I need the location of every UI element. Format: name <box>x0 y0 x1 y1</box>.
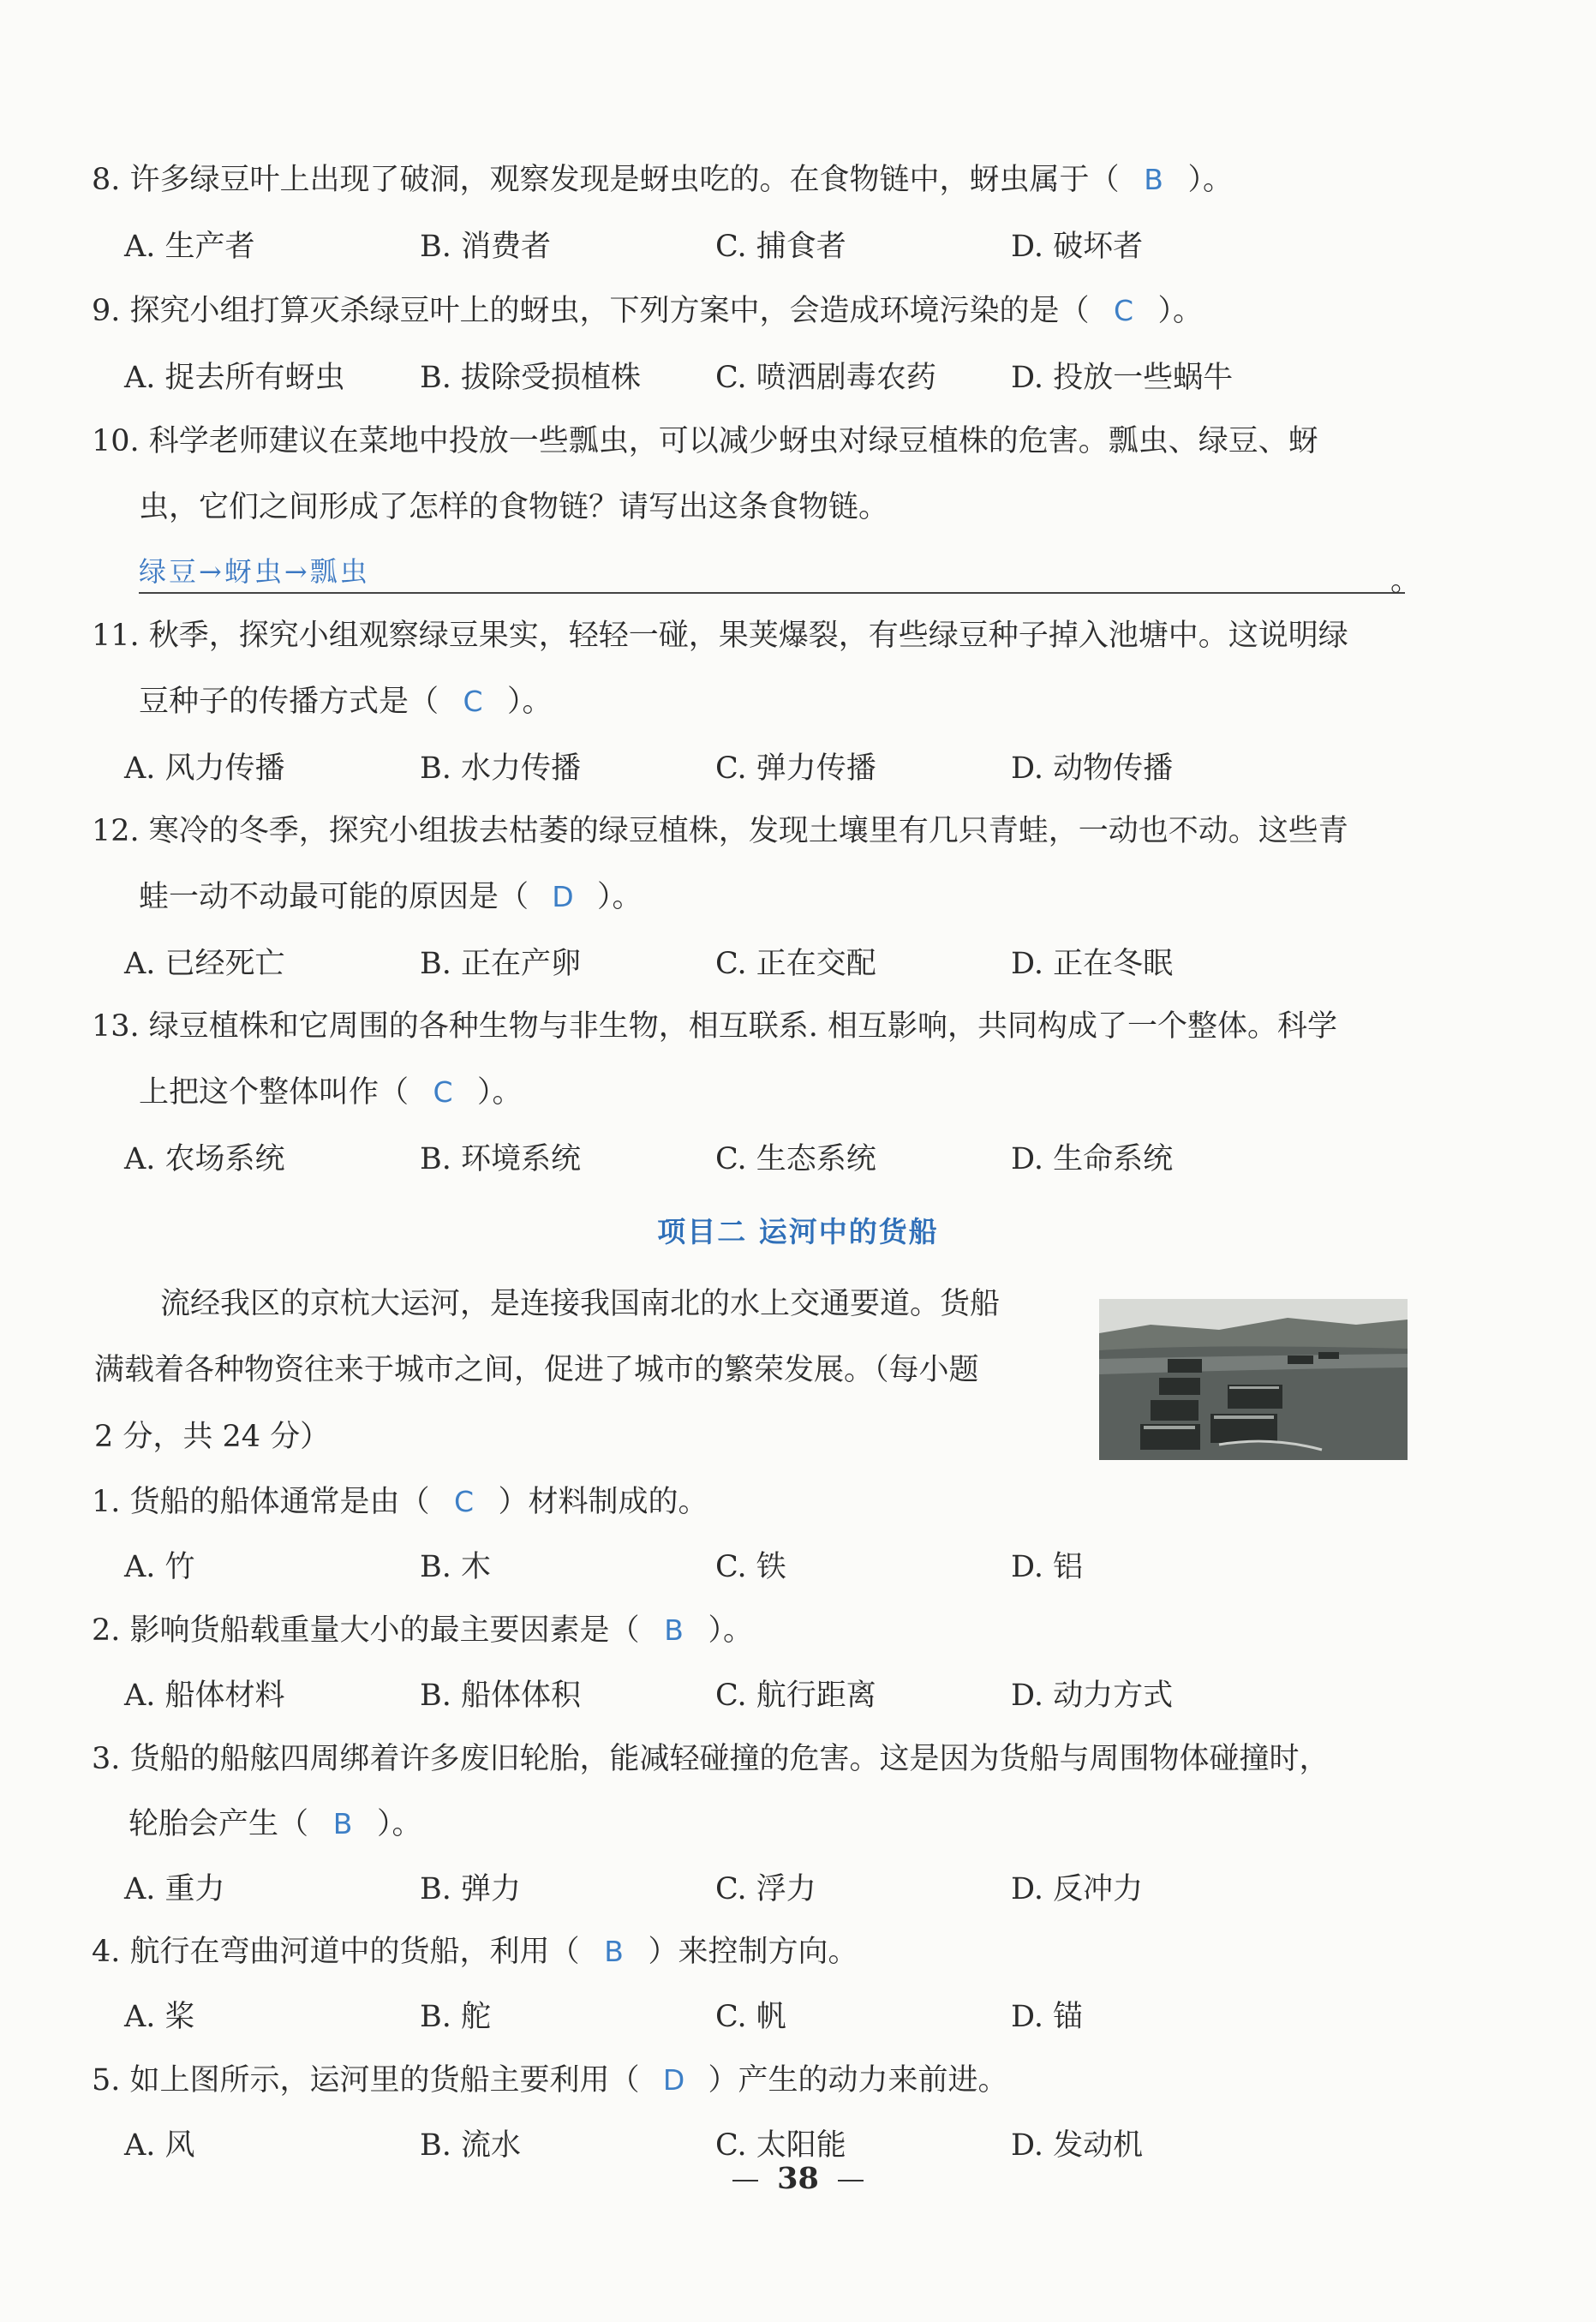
option-b: B. 舵 <box>420 2000 491 2034</box>
option-c: C. 帆 <box>715 2000 786 2034</box>
intro-line-3: 2 分，共 24 分） <box>94 1420 331 1454</box>
option-a: A. 船体材料 <box>124 1679 285 1713</box>
option-a: A. 农场系统 <box>124 1142 285 1176</box>
option-a: A. 生产者 <box>124 230 255 264</box>
question-9-text: 9. 探究小组打算灭杀绿豆叶上的蚜虫，下列方案中，会造成环境污染的是（ <box>92 294 1090 328</box>
option-d: D. 发动机 <box>1011 2128 1144 2163</box>
option-a: A. 风 <box>124 2128 195 2163</box>
section2-question-1 <box>92 1483 708 1521</box>
question-13-cont <box>139 1074 523 1111</box>
s2-question-4-answer: B <box>604 1935 624 1968</box>
s2-question-2-answer: B <box>664 1613 684 1647</box>
s2-question-2-options <box>124 1677 1461 1715</box>
option-a: A. 桨 <box>124 2000 195 2034</box>
s2-question-5-text: 5. 如上图所示，运河里的货船主要利用（ <box>92 2063 640 2098</box>
s2-question-2-end: ）。 <box>708 1613 754 1648</box>
s2-question-5-end: ）产生的动力来前进。 <box>708 2063 1008 2098</box>
question-9 <box>92 292 1203 330</box>
option-b: B. 流水 <box>420 2128 521 2163</box>
s2-question-1-end: ）材料制成的。 <box>498 1485 708 1519</box>
question-9-options <box>124 359 1461 397</box>
question-13: 13. 绿豆植株和它周围的各种生物与非生物，相互联系. 相互影响，共同构成了一个整体。科学 <box>92 1009 1338 1044</box>
s2-question-1-answer: C <box>454 1485 475 1518</box>
s2-question-3-options <box>124 1870 1461 1908</box>
question-11-answer: C <box>463 685 483 718</box>
option-b: B. 消费者 <box>420 230 551 264</box>
question-13-options <box>124 1140 1461 1178</box>
page-number-value: 38 <box>777 2161 819 2196</box>
option-b: B. 船体体积 <box>420 1679 581 1713</box>
question-11-cont <box>139 683 553 721</box>
question-8-options <box>124 228 1461 266</box>
option-d: D. 生命系统 <box>1011 1142 1174 1176</box>
option-b: B. 弹力 <box>420 1872 521 1906</box>
option-d: D. 锚 <box>1011 2000 1084 2034</box>
s2-question-5-answer: D <box>662 2063 685 2097</box>
question-13-answer: C <box>433 1075 453 1109</box>
option-d: D. 破坏者 <box>1011 230 1144 264</box>
s2-question-2-text: 2. 影响货船载重量大小的最主要因素是（ <box>92 1613 640 1648</box>
section2-question-5 <box>92 2062 1008 2099</box>
answer-line <box>139 551 1405 594</box>
question-10-answer: 绿豆→蚜虫→瓢虫 <box>139 555 370 588</box>
option-b: B. 拔除受损植株 <box>420 361 641 395</box>
question-8 <box>92 161 1233 199</box>
question-11-text: 豆种子的传播方式是（ <box>139 685 439 719</box>
option-a: A. 已经死亡 <box>124 947 285 981</box>
s2-question-4-text: 4. 航行在弯曲河道中的货船，利用（ <box>92 1935 580 1969</box>
section2-question-2 <box>92 1612 753 1649</box>
question-12: 12. 寒冷的冬季，探究小组拔去枯萎的绿豆植株，发现土壤里有几只青蛙，一动也不动。这些青 <box>92 814 1348 848</box>
s2-question-5-options <box>124 2127 1461 2164</box>
barge-illustration <box>1099 1299 1408 1460</box>
s2-question-4-end: ）来控制方向。 <box>648 1935 858 1969</box>
option-b: B. 正在产卵 <box>420 947 581 981</box>
option-c: C. 喷洒剧毒农药 <box>715 361 936 395</box>
option-c: C. 铁 <box>715 1550 786 1584</box>
question-12-cont <box>139 878 643 916</box>
section2-question-3: 3. 货船的船舷四周绑着许多废旧轮胎，能减轻碰撞的危害。这是因为货船与周围物体碰撞时， <box>92 1742 1330 1776</box>
question-12-text: 蛙一动不动最可能的原因是（ <box>139 880 529 914</box>
s2-question-1-text: 1. 货船的船体通常是由（ <box>92 1485 430 1519</box>
option-c: C. 太阳能 <box>715 2128 846 2163</box>
option-b: B. 水力传播 <box>420 751 581 786</box>
page-number <box>0 2161 1596 2196</box>
option-d: D. 投放一些蜗牛 <box>1011 361 1234 395</box>
question-9-end: ）。 <box>1157 294 1204 328</box>
option-d: D. 动力方式 <box>1011 1679 1174 1713</box>
s2-question-1-options <box>124 1548 1461 1586</box>
s2-question-4-options <box>124 1998 1461 2036</box>
question-8-answer: B <box>1144 163 1163 196</box>
option-a: A. 捉去所有蚜虫 <box>124 361 345 395</box>
option-b: B. 环境系统 <box>420 1142 581 1176</box>
question-8-end: ）。 <box>1187 163 1234 197</box>
question-12-options <box>124 945 1461 983</box>
option-c: C. 航行距离 <box>715 1679 876 1713</box>
option-c: C. 浮力 <box>715 1872 816 1906</box>
s2-question-3-end: ）。 <box>377 1807 422 1841</box>
section-title: 项目二 运河中的货船 <box>657 1215 939 1248</box>
question-9-answer: C <box>1114 294 1134 327</box>
option-a: A. 竹 <box>124 1550 195 1584</box>
question-11-end: ）。 <box>507 685 553 719</box>
question-13-end: ）。 <box>477 1075 523 1110</box>
dash-left <box>732 2180 758 2181</box>
option-c: C. 捕食者 <box>715 230 846 264</box>
question-11: 11. 秋季，探究小组观察绿豆果实，轻轻一碰，果荚爆裂，有些绿豆种子掉入池塘中。这说明绿 <box>92 619 1348 653</box>
option-d: D. 反冲力 <box>1011 1872 1144 1906</box>
question-11-options <box>124 750 1461 787</box>
option-b: B. 木 <box>420 1550 491 1584</box>
option-c: C. 正在交配 <box>715 947 876 981</box>
question-13-text: 上把这个整体叫作（ <box>139 1075 409 1110</box>
question-10: 10. 科学老师建议在菜地中投放一些瓢虫，可以减少蚜虫对绿豆植株的危害。瓢虫、绿豆、蚜 <box>92 424 1318 458</box>
question-12-answer: D <box>552 880 574 913</box>
intro-line-1: 流经我区的京杭大运河，是连接我国南北的水上交通要道。货船 <box>160 1287 1001 1321</box>
question-10-cont: 虫，它们之间形成了怎样的食物链？请写出这条食物链。 <box>139 490 889 524</box>
option-d: D. 铝 <box>1011 1550 1084 1584</box>
option-a: A. 重力 <box>124 1872 225 1906</box>
option-d: D. 动物传播 <box>1011 751 1174 786</box>
section2-question-4 <box>92 1933 858 1971</box>
option-d: D. 正在冬眠 <box>1011 947 1174 981</box>
intro-line-2: 满载着各种物资往来于城市之间，促进了城市的繁荣发展。（每小题 <box>94 1353 979 1387</box>
s2-question-3-text: 轮胎会产生（ <box>129 1807 309 1841</box>
s2-question-3-cont <box>129 1805 422 1843</box>
question-12-end: ）。 <box>597 880 643 914</box>
option-a: A. 风力传播 <box>124 751 285 786</box>
option-c: C. 生态系统 <box>715 1142 876 1176</box>
dash-right <box>838 2180 864 2181</box>
answer-line-end: 。 <box>1390 564 1421 598</box>
question-8-text: 8. 许多绿豆叶上出现了破洞，观察发现是蚜虫吃的。在食物链中，蚜虫属于（ <box>92 163 1120 197</box>
s2-question-3-answer: B <box>332 1807 353 1840</box>
option-c: C. 弹力传播 <box>715 751 876 786</box>
canal-barge-photo <box>1099 1299 1408 1460</box>
